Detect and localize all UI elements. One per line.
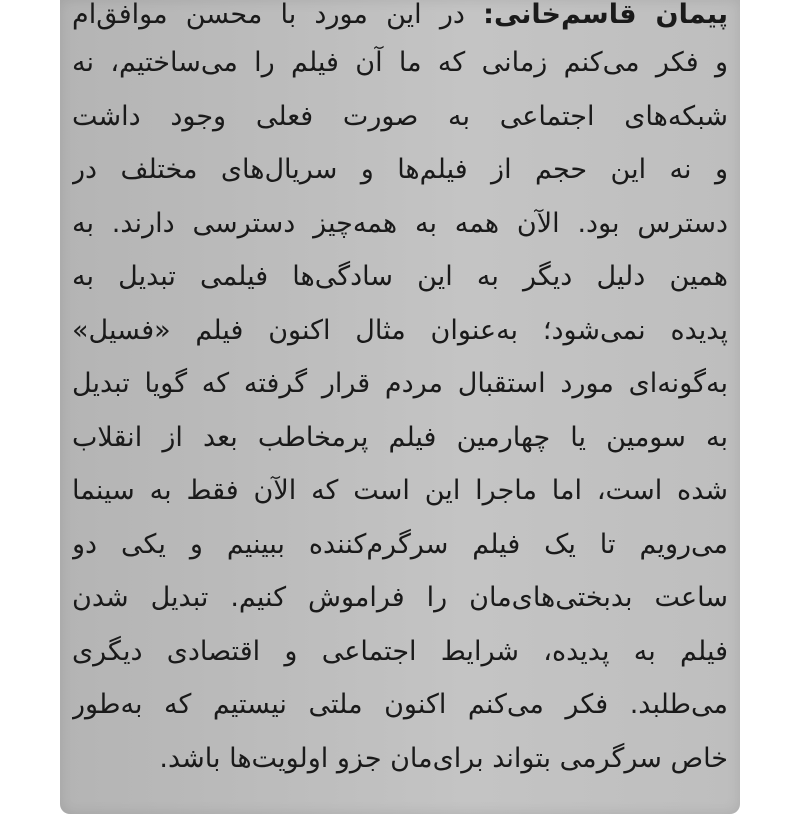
- text-line-3: شبکه‌های اجتماعی به صورت فعلی وجود داشت: [72, 100, 728, 132]
- text-line-8: به‌گونه‌ای مورد استقبال مردم قرار گرفته که گویا تبدیل: [72, 368, 728, 399]
- interview-paragraph: [72, 0, 728, 785]
- text-line-6: همین دلیل دیگر به این سادگی‌ها فیلمی تبدیل به: [72, 261, 728, 292]
- text-line-12: ساعت بدبختی‌های‌مان را فراموش کنیم. تبدیل شدن: [72, 582, 728, 613]
- line-1-text: در این مورد با محسن موافق‌ام: [72, 0, 465, 30]
- text-line-1: [72, 0, 728, 36]
- text-line-11: می‌رویم تا یک فیلم سرگرم‌کننده ببینیم و یکی دو: [72, 528, 728, 560]
- text-line-10: شده است، اما ماجرا این است که الآن فقط به سینما: [72, 475, 728, 506]
- text-line-5: دسترس بود. الآن همه به همه‌چیز دسترسی دارند. به: [72, 207, 728, 239]
- text-line-4: و نه این حجم از فیلم‌ها و سریال‌های مختلف در: [72, 154, 728, 185]
- text-line-9: به سومین یا چهارمین فیلم پرمخاطب بعد از انقلاب: [72, 421, 728, 453]
- text-line-13: فیلم به پدیده، شرایط اجتماعی و اقتصادی دیگری: [72, 635, 728, 667]
- book-page: [60, 0, 740, 814]
- text-line-15: خاص سرگرمی بتواند برای‌مان جزو اولویت‌ها باشد.: [159, 742, 728, 774]
- text-line-14: می‌طلبد. فکر می‌کنم اکنون ملتی نیستیم که به‌طور: [72, 689, 728, 720]
- speaker-name: پیمان قاسم‌خانی:: [483, 0, 728, 30]
- text-line-2: و فکر می‌کنم زمانی که ما آن فیلم را می‌ساختیم، نه: [72, 47, 728, 78]
- text-line-7: پدیده نمی‌شود؛ به‌عنوان مثال اکنون فیلم «فسیل»: [72, 314, 728, 346]
